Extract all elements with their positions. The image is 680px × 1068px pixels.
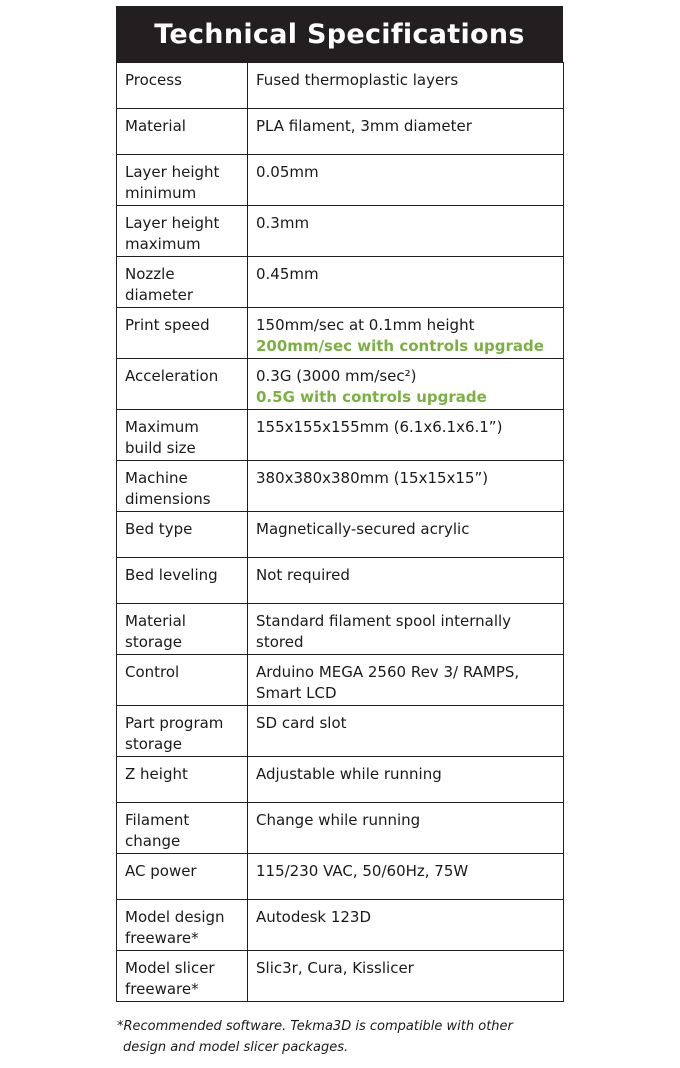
- spec-value-text: Arduino MEGA 2560 Rev 3/ RAMPS, Smart LCD: [256, 663, 520, 702]
- spec-label: Machine dimensions: [117, 461, 248, 512]
- upgrade-note: 200mm/sec with controls upgrade: [256, 337, 544, 355]
- spec-label: Part program storage: [117, 706, 248, 757]
- table-row: [117, 206, 564, 257]
- spec-label: Process: [117, 63, 248, 109]
- table-row: [117, 461, 564, 512]
- spec-label: Layer height maximum: [117, 206, 248, 257]
- spec-sheet: [116, 6, 563, 1002]
- table-row: [117, 63, 564, 109]
- spec-value-text: 0.3mm: [256, 214, 310, 232]
- table-row: [117, 257, 564, 308]
- table-row: [117, 757, 564, 803]
- spec-value-text: Not required: [256, 566, 350, 584]
- spec-value: [248, 655, 564, 706]
- table-row: [117, 308, 564, 359]
- spec-label: Acceleration: [117, 359, 248, 410]
- spec-label: Model slicer freeware*: [117, 951, 248, 1002]
- spec-value-text: Autodesk 123D: [256, 908, 372, 926]
- table-row: [117, 109, 564, 155]
- footnote-line-1: *Recommended software. Tekma3D is compatible with other: [117, 1019, 513, 1034]
- spec-value: [248, 558, 564, 604]
- spec-value: [248, 803, 564, 854]
- spec-label: Nozzle diameter: [117, 257, 248, 308]
- spec-label: Model design freeware*: [117, 900, 248, 951]
- spec-value-text: 0.05mm: [256, 163, 319, 181]
- table-row: [117, 155, 564, 206]
- spec-value: [248, 706, 564, 757]
- spec-value-text: 155x155x155mm (6.1x6.1x6.1”): [256, 418, 503, 436]
- table-row: [117, 951, 564, 1002]
- spec-value: [248, 63, 564, 109]
- table-row: [117, 655, 564, 706]
- spec-value: [248, 854, 564, 900]
- table-row: [117, 604, 564, 655]
- footnote: [117, 1016, 567, 1058]
- page-title: Technical Specifications: [154, 18, 525, 50]
- table-row: [117, 558, 564, 604]
- spec-label: Material: [117, 109, 248, 155]
- spec-table: [116, 62, 564, 1002]
- table-row: [117, 854, 564, 900]
- spec-value-text: 380x380x380mm (15x15x15”): [256, 469, 489, 487]
- spec-value-text: 0.45mm: [256, 265, 319, 283]
- spec-value-text: Standard filament spool internally stored: [256, 612, 512, 651]
- spec-label: Bed leveling: [117, 558, 248, 604]
- spec-value: [248, 951, 564, 1002]
- spec-value: [248, 109, 564, 155]
- table-row: [117, 900, 564, 951]
- spec-value-text: 0.3G (3000 mm/sec²): [256, 367, 417, 385]
- table-row: [117, 512, 564, 558]
- spec-label: Filament change: [117, 803, 248, 854]
- spec-value: [248, 512, 564, 558]
- spec-value: [248, 410, 564, 461]
- spec-label: Z height: [117, 757, 248, 803]
- spec-value-text: Slic3r, Cura, Kisslicer: [256, 959, 414, 977]
- spec-value: [248, 308, 564, 359]
- spec-value: [248, 359, 564, 410]
- title-bar: [116, 6, 563, 62]
- footnote-line-2: design and model slicer packages.: [123, 1040, 349, 1055]
- spec-label: AC power: [117, 854, 248, 900]
- spec-value-text: 150mm/sec at 0.1mm height: [256, 316, 475, 334]
- spec-value: [248, 155, 564, 206]
- table-row: [117, 359, 564, 410]
- spec-label: Control: [117, 655, 248, 706]
- spec-value: [248, 757, 564, 803]
- spec-value-text: Adjustable while running: [256, 765, 442, 783]
- spec-value-text: Change while running: [256, 811, 421, 829]
- spec-value-text: Magnetically-secured acrylic: [256, 520, 470, 538]
- upgrade-note: 0.5G with controls upgrade: [256, 388, 487, 406]
- spec-label: Layer height minimum: [117, 155, 248, 206]
- spec-label: Print speed: [117, 308, 248, 359]
- spec-value-text: PLA filament, 3mm diameter: [256, 117, 472, 135]
- spec-value-text: SD card slot: [256, 714, 347, 732]
- spec-value-text: Fused thermoplastic layers: [256, 71, 459, 89]
- spec-value: [248, 206, 564, 257]
- spec-label: Bed type: [117, 512, 248, 558]
- spec-label: Material storage: [117, 604, 248, 655]
- table-row: [117, 803, 564, 854]
- spec-value: [248, 604, 564, 655]
- spec-value-text: 115/230 VAC, 50/60Hz, 75W: [256, 862, 469, 880]
- table-row: [117, 706, 564, 757]
- spec-value: [248, 257, 564, 308]
- spec-value: [248, 900, 564, 951]
- spec-value: [248, 461, 564, 512]
- spec-label: Maximum build size: [117, 410, 248, 461]
- table-row: [117, 410, 564, 461]
